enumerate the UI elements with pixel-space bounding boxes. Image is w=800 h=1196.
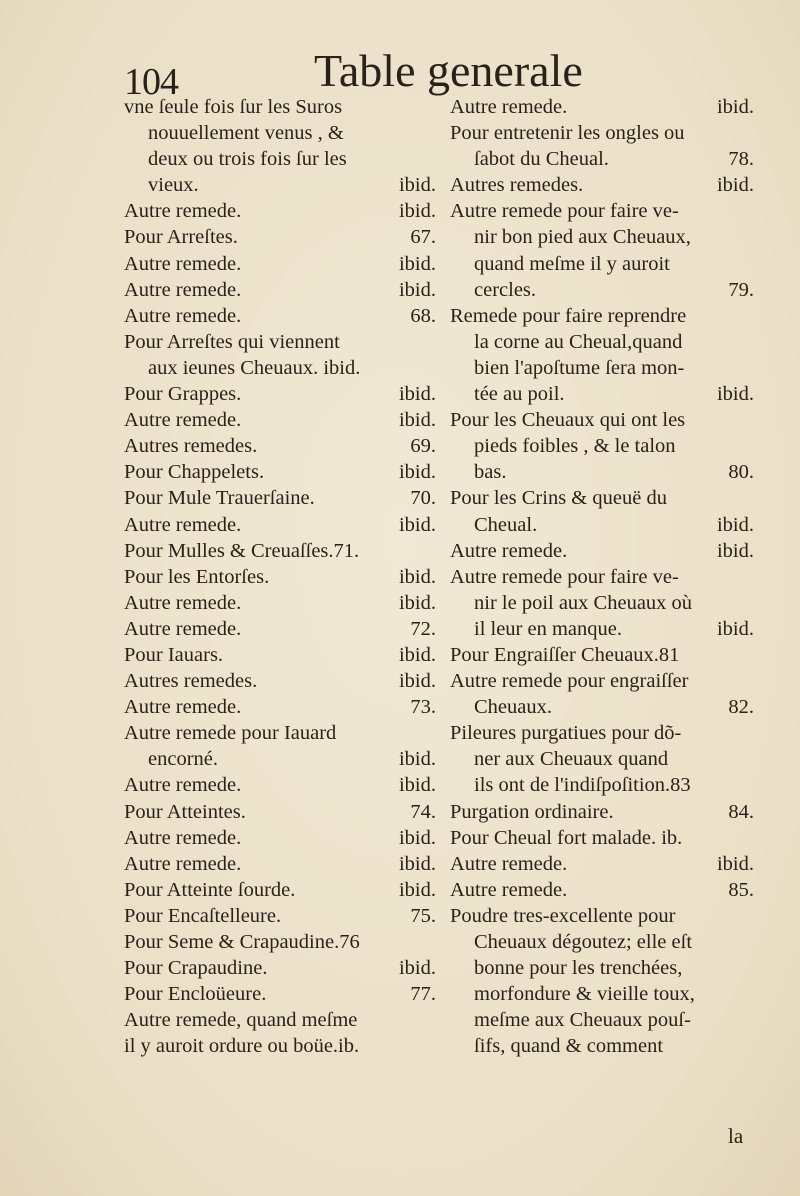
index-entry — [124, 459, 436, 485]
entry-text: Autre remede. — [124, 304, 242, 327]
entry-text: Autre remede. — [124, 826, 242, 849]
index-entry — [124, 251, 436, 277]
page-reference: 72. — [410, 617, 436, 640]
entry-text: Pour les Cheuaux qui ont les — [450, 409, 686, 432]
index-entry — [450, 642, 754, 668]
page-reference: 80. — [728, 461, 754, 484]
page-reference: ibid. — [398, 670, 436, 693]
index-entry — [124, 903, 436, 929]
page-reference: ibid. — [398, 252, 436, 275]
index-entry — [124, 851, 436, 877]
index-entry — [450, 120, 754, 146]
index-entry — [124, 172, 436, 198]
index-entry — [124, 485, 436, 511]
index-entry — [450, 329, 754, 355]
page-reference: ibid. — [716, 539, 754, 562]
entry-text: ſabot du Cheual. — [474, 148, 609, 171]
index-entry — [450, 512, 754, 538]
index-entry — [124, 929, 436, 955]
entry-text: Pour Arreſtes. — [124, 226, 238, 249]
index-entry — [450, 799, 754, 825]
index-entry — [450, 146, 754, 172]
entry-text: Pour Iauars. — [124, 643, 224, 666]
index-column-right — [450, 94, 754, 1059]
entry-text: Autre remede. — [450, 852, 568, 875]
catchword: la — [728, 1124, 744, 1148]
index-entry — [450, 564, 754, 590]
index-entry — [124, 799, 436, 825]
page-reference: 69. — [410, 435, 436, 458]
index-entry — [450, 851, 754, 877]
page-reference: ibid. — [716, 383, 754, 406]
entry-text: Pour Atteinte ſourde. — [124, 878, 296, 901]
index-entry — [124, 277, 436, 303]
page-reference: 73. — [410, 696, 436, 719]
entry-text: Autre remede. — [124, 200, 242, 223]
entry-text: vne ſeule fois ſur les Suros — [124, 96, 343, 118]
index-entry — [124, 642, 436, 668]
index-entry — [450, 303, 754, 329]
index-entry — [124, 668, 436, 694]
index-entry — [450, 538, 754, 564]
index-entry — [450, 903, 754, 929]
entry-text: Poudre tres-excellente pour — [450, 904, 676, 927]
entry-text: Autre remede. — [124, 252, 242, 275]
index-entry — [124, 198, 436, 224]
entry-text: bas. — [474, 461, 507, 484]
index-entry — [124, 746, 436, 772]
entry-text: Pour Crapaudine. — [124, 957, 268, 980]
index-entry — [450, 172, 754, 198]
index-entry — [124, 224, 436, 250]
entry-text: Pour les Entorſes. — [124, 565, 270, 588]
entry-text: Pileures purgatiues pour dõ- — [450, 722, 682, 745]
index-entry — [450, 1033, 754, 1059]
entry-text: Pour Engraiſſer Cheuaux.81 — [450, 643, 680, 666]
entry-text: Autres remedes. — [124, 435, 258, 458]
entry-text: ner aux Cheuaux quand — [474, 748, 669, 771]
index-entry — [450, 746, 754, 772]
entry-text: Purgation ordinaire. — [450, 800, 614, 823]
index-entry — [124, 120, 436, 146]
index-entry — [124, 955, 436, 981]
entry-text: Pour Encaſtelleure. — [124, 904, 282, 927]
entry-text: Autre remede. — [450, 96, 568, 118]
entry-text: Autre remede. — [124, 278, 242, 301]
entry-text: nir le poil aux Cheuaux où — [474, 591, 693, 614]
entry-text: ſifs, quand & comment — [474, 1035, 664, 1058]
entry-text: Pour Chappelets. — [124, 461, 265, 484]
index-entry — [450, 355, 754, 381]
index-entry — [450, 825, 754, 851]
page-reference: ibid. — [398, 643, 436, 666]
entry-text: pieds foibles , & le talon — [474, 435, 676, 458]
entry-text: nouuellement venus , & — [148, 122, 344, 145]
index-entry — [450, 955, 754, 981]
entry-text: Pour Cheual fort malade. ib. — [450, 826, 683, 849]
index-entry — [124, 94, 436, 120]
page-reference: ibid. — [398, 565, 436, 588]
index-entry — [450, 1007, 754, 1033]
page-reference: 79. — [728, 278, 754, 301]
page-reference: ibid. — [398, 852, 436, 875]
entry-text: Autre remede pour Iauard — [124, 722, 337, 745]
index-entry — [450, 694, 754, 720]
entry-text: bien l'apoſtume ſera mon- — [474, 356, 685, 379]
index-entry — [450, 720, 754, 746]
entry-text: Autre remede. — [450, 878, 568, 901]
index-entry — [450, 277, 754, 303]
page-reference: 70. — [410, 487, 436, 510]
index-entry — [124, 433, 436, 459]
index-entry — [450, 224, 754, 250]
index-entry — [450, 381, 754, 407]
page-reference: 84. — [728, 800, 754, 823]
entry-text: Autre remede. — [124, 513, 242, 536]
entry-text: encorné. — [148, 748, 218, 771]
index-entry — [124, 407, 436, 433]
page-reference: 74. — [410, 800, 436, 823]
index-entry — [450, 929, 754, 955]
index-entry — [124, 981, 436, 1007]
entry-text: Remede pour faire reprendre — [450, 304, 687, 327]
page-reference: 67. — [410, 226, 436, 249]
entry-text: nir bon pied aux Cheuaux, — [474, 226, 691, 249]
index-entry — [124, 590, 436, 616]
index-entry — [124, 146, 436, 172]
page-reference: ibid. — [716, 174, 754, 197]
entry-text: Autre remede. — [124, 774, 242, 797]
page-reference: ibid. — [716, 513, 754, 536]
index-entry — [450, 407, 754, 433]
entry-text: il y auroit ordure ou boüe.ib. — [124, 1035, 360, 1058]
running-title: Table generale — [314, 45, 583, 96]
index-entry — [124, 1033, 436, 1059]
index-entry — [124, 512, 436, 538]
page-reference: 78. — [728, 148, 754, 171]
entry-text: Autre remede, quand meſme — [124, 1009, 358, 1032]
index-entry — [124, 772, 436, 798]
page-reference: ibid. — [398, 826, 436, 849]
entry-text: Pour les Crins & queuë du — [450, 487, 667, 510]
page-number: 104 — [124, 61, 178, 103]
index-entry — [450, 772, 754, 798]
index-entry — [450, 251, 754, 277]
page-reference: ibid. — [398, 957, 436, 980]
entry-text: Autre remede. — [124, 617, 242, 640]
entry-text: Autre remede pour engraiſſer — [450, 670, 689, 693]
page-reference: ibid. — [398, 278, 436, 301]
index-entry — [450, 459, 754, 485]
entry-text: Autre remede pour faire ve- — [450, 565, 679, 588]
entry-text: Autre remede. — [124, 696, 242, 719]
entry-text: Cheual. — [474, 513, 538, 536]
entry-text: cercles. — [474, 278, 537, 301]
index-entry — [450, 590, 754, 616]
index-entry — [124, 720, 436, 746]
page-reference: ibid. — [398, 748, 436, 771]
index-entry — [450, 616, 754, 642]
index-entry — [124, 825, 436, 851]
page-reference: 75. — [410, 904, 436, 927]
entry-text: meſme aux Cheuaux pouſ- — [474, 1009, 691, 1032]
index-entry — [124, 877, 436, 903]
index-entry — [450, 485, 754, 511]
entry-text: Pour Seme & Crapaudine.76 — [124, 931, 360, 953]
page-reference: 77. — [410, 983, 436, 1006]
entry-text: quand meſme il y auroit — [474, 252, 670, 275]
index-entry — [450, 198, 754, 224]
entry-text: il leur en manque. — [474, 617, 623, 640]
entry-text: deux ou trois fois ſur les — [148, 148, 347, 171]
entry-text: Autre remede. — [124, 409, 242, 432]
index-entry — [124, 381, 436, 407]
index-entry — [124, 694, 436, 720]
index-entry — [124, 1007, 436, 1033]
index-entry — [450, 668, 754, 694]
entry-text: Pour Grappes. — [124, 383, 242, 406]
page-reference: ibid. — [398, 591, 436, 614]
entry-text: tée au poil. — [474, 383, 565, 406]
page-header — [124, 44, 614, 103]
entry-text: Pour Encloüeure. — [124, 983, 267, 1006]
entry-text: Autre remede. — [450, 539, 568, 562]
index-entry — [124, 616, 436, 642]
page-reference: ibid. — [398, 200, 436, 223]
page-reference: ibid. — [716, 96, 754, 118]
page-reference: 85. — [728, 878, 754, 901]
page-reference: ibid. — [398, 461, 436, 484]
index-entry — [124, 564, 436, 590]
entry-text: Autre remede pour faire ve- — [450, 200, 679, 223]
index-entry — [124, 355, 436, 381]
index-entry — [450, 94, 754, 120]
index-entry — [124, 329, 436, 355]
index-entry — [450, 981, 754, 1007]
entry-text: Autres remedes. — [124, 670, 258, 693]
index-entry — [450, 433, 754, 459]
entry-text: Pour Mule Trauerſaine. — [124, 487, 315, 510]
index-entry — [124, 303, 436, 329]
entry-text: aux ieunes Cheuaux. ibid. — [148, 356, 361, 379]
page-reference: ibid. — [398, 409, 436, 432]
index-entry — [124, 538, 436, 564]
page-reference: ibid. — [398, 774, 436, 797]
entry-text: la corne au Cheual,quand — [474, 330, 683, 353]
entry-text: Pour entretenir les ongles ou — [450, 122, 685, 145]
entry-text: Cheuaux dégoutez; elle eſt — [474, 931, 693, 953]
index-column-left — [124, 94, 436, 1059]
page-reference: ibid. — [398, 383, 436, 406]
entry-text: Cheuaux. — [474, 696, 552, 719]
index-entry — [450, 877, 754, 903]
entry-text: Autre remede. — [124, 852, 242, 875]
entry-text: Autre remede. — [124, 591, 242, 614]
entry-text: ils ont de l'indiſpoſition.83 — [474, 774, 691, 797]
page-reference: ibid. — [716, 852, 754, 875]
entry-text: bonne pour les trenchées, — [474, 957, 683, 980]
entry-text: Autres remedes. — [450, 174, 584, 197]
page-reference: 82. — [728, 696, 754, 719]
entry-text: Pour Arreſtes qui viennent — [124, 330, 340, 353]
entry-text: morfondure & vieille toux, — [474, 983, 695, 1006]
page-reference: ibid. — [398, 174, 436, 197]
page-reference: ibid. — [398, 513, 436, 536]
page-reference: 68. — [410, 304, 436, 327]
entry-text: Pour Atteintes. — [124, 800, 246, 823]
page-reference: ibid. — [398, 878, 436, 901]
page-reference: ibid. — [716, 617, 754, 640]
entry-text: Pour Mulles & Creuaſſes.71. — [124, 539, 360, 562]
entry-text: vieux. — [148, 174, 199, 197]
